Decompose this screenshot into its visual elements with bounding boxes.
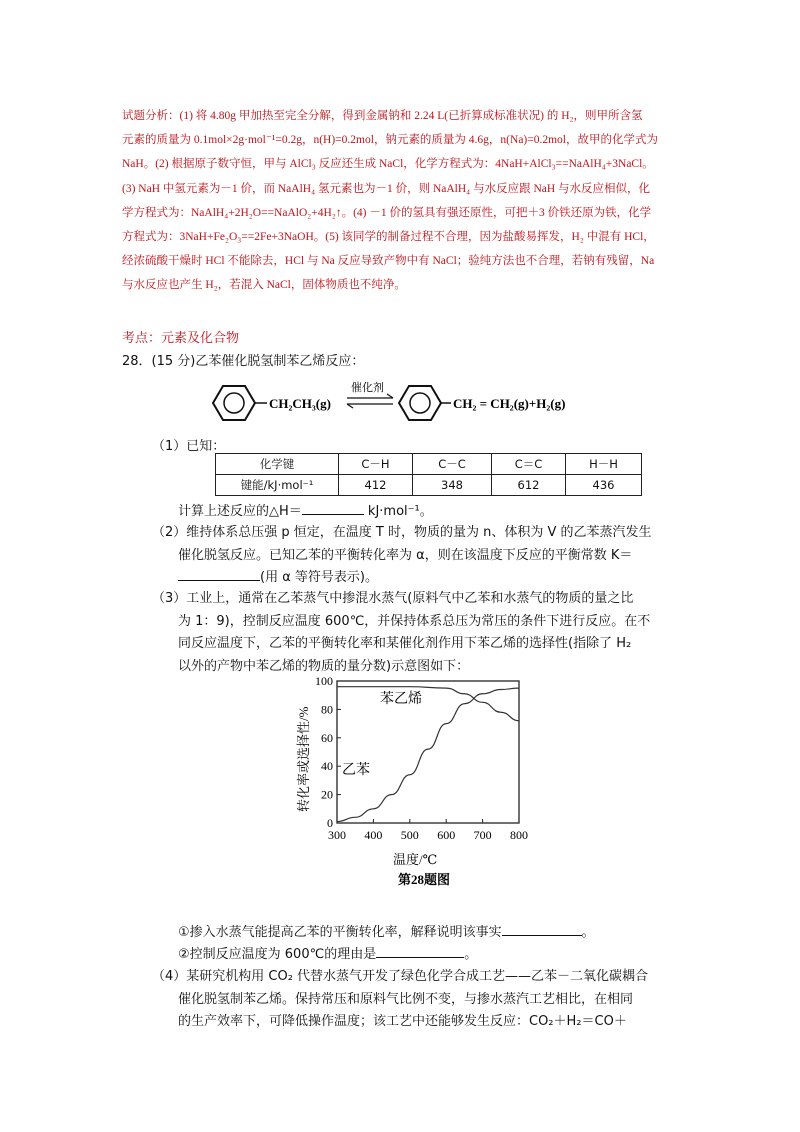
x-tick-label: 400 [364, 828, 383, 842]
bond-energy-table [215, 453, 642, 496]
benzene-ring-icon [213, 386, 267, 420]
part1-calc [178, 500, 433, 519]
subq2-end: 。 [464, 947, 478, 962]
analysis-block [122, 104, 682, 298]
y-tick-label: 60 [321, 730, 333, 745]
table-header-cell: C－H [339, 454, 413, 475]
part3-line: 同反应温度下，乙苯的平衡转化率和某催化剂作用下苯乙烯的选择性(指除了 H₂ [178, 636, 632, 651]
x-axis-label: 温度/℃ [393, 852, 438, 867]
part1-label: （1）已知： [152, 439, 226, 454]
y-tick-label: 0 [327, 816, 333, 830]
answer-blank[interactable] [178, 568, 260, 581]
question-title: 28．(15 分)乙苯催化脱氢制苯乙烯反应： [122, 354, 365, 369]
analysis-line: 方程式为：3NaH+Fe₂O₃==2Fe+3NaOH。(5) 该同学的制备过程不合理，因为盐酸易挥发，H₂ 中混有 HCl， [122, 231, 655, 244]
part3-line: 以外的产物中苯乙烯的物质的量分数)示意图如下： [178, 659, 470, 674]
x-tick-label: 700 [473, 828, 492, 842]
part4-line: 催化脱氢制苯乙烯。保持常压和原料气比例不变，与掺水蒸汽工艺相比，在相同 [178, 992, 634, 1007]
y-tick-label: 80 [321, 702, 333, 717]
subq2-line [178, 943, 477, 962]
answer-blank[interactable] [376, 945, 464, 958]
part4-line: 的生产效率下，可降低操作温度；该工艺中还能够发生反应：CO₂＋H₂＝CO＋ [178, 1014, 627, 1029]
part3-line: 为 1：9)，控制反应温度 600℃，并保持体系总压为常压的条件下进行反应。在不 [178, 614, 651, 629]
catalyst-label: 催化剂 [351, 382, 384, 394]
x-tick-label: 600 [437, 828, 456, 842]
table-row-label: 键能/kJ·mol⁻¹ [216, 475, 339, 496]
benzene-ring-icon [399, 386, 451, 420]
y-tick-label: 20 [321, 787, 333, 802]
product-label: CH₂ = CH₂(g)+H₂(g) [453, 396, 566, 411]
part2-hint: (用 α 等符号表示)。 [260, 570, 378, 585]
series-label-styrene: 苯乙烯 [380, 692, 422, 707]
chart-plot-frame [337, 681, 519, 823]
analysis-line: 经浓硫酸干燥时 HCl 不能除去，HCl 与 Na 反应导致产物中有 NaCl；验纯方法也不合理，若钠有残留，Na [122, 255, 655, 268]
table-cell: 412 [339, 475, 413, 496]
reaction-equation [205, 378, 605, 428]
y-tick-label: 100 [315, 674, 333, 688]
analysis-line: 学方程式为：NaAlH₄+2H₂O==NaAlO₂+4H₂↑。(4) －1 价的氢具有强还原性，可把＋3 价铁还原为铁，化学 [122, 206, 652, 219]
x-tick-label: 300 [328, 828, 346, 842]
chart-series [337, 687, 519, 822]
calc-text: 计算上述反应的△H＝ [178, 504, 302, 519]
analysis-line: 与水反应也产生 H₂，若混入 NaCl，固体物质也不纯净。 [122, 279, 406, 292]
subq1-line [178, 921, 595, 940]
table-header-cell: 化学键 [216, 454, 339, 475]
analysis-line: 元素的质量为 0.1mol×2g·mol⁻¹=0.2g，n(H)=0.2mol，钠元素的质量为 4.6g，n(Na)=0.2mol，故甲的化学式为 [122, 134, 659, 147]
subq1-end: 。 [581, 925, 595, 940]
part2-line: （2）维持体系总压强 p 恒定，在温度 T 时，物质的量为 n、体积为 V 的乙苯蒸汽发生 [152, 525, 652, 540]
part4-line: （4）某研究机构用 CO₂ 代替水蒸气开发了绿色化学合成工艺——乙苯－二氧化碳耦合 [152, 969, 649, 984]
kaodian-label: 考点：元素及化合物 [122, 331, 240, 346]
part2-line: 催化脱氢反应。已知乙苯的平衡转化率为 α，则在该温度下反应的平衡常数 K＝ [178, 548, 633, 563]
calc-unit: kJ·mol⁻¹。 [363, 504, 433, 519]
analysis-line: NaH。(2) 根据原子数守恒，甲与 AlCl₃ 反应还生成 NaCl，化学方程式为：4NaH+AlCl₃==NaAlH₄+3NaCl。 [122, 158, 654, 171]
table-header-cell: H－H [566, 454, 642, 475]
table-header-cell: C－C [413, 454, 492, 475]
x-tick-label: 800 [510, 828, 528, 842]
answer-blank[interactable] [302, 502, 364, 515]
equilibrium-arrow-icon [347, 394, 393, 408]
part3-line: （3）工业上，通常在乙苯蒸气中掺混水蒸气(原料气中乙苯和水蒸气的物质的量之比 [152, 591, 634, 606]
conversion-selectivity-chart [290, 670, 540, 890]
y-tick-label: 40 [321, 759, 333, 774]
subq1-text: ①掺入水蒸气能提高乙苯的平衡转化率，解释说明该事实 [178, 925, 502, 940]
table-cell: 436 [566, 475, 642, 496]
subq2-text: ②控制反应温度为 600℃的理由是 [178, 947, 377, 962]
y-axis-label: 转化率或选择性/% [296, 706, 311, 812]
chart-title: 第28题图 [398, 872, 451, 887]
table-cell: 612 [492, 475, 566, 496]
x-tick-label: 500 [400, 828, 419, 842]
table-cell: 348 [413, 475, 492, 496]
reactant-label: CH₂CH₃(g) [269, 396, 331, 411]
table-header-cell: C＝C [492, 454, 566, 475]
table-row [216, 475, 642, 496]
answer-blank[interactable] [502, 923, 582, 936]
part2-line [178, 566, 378, 585]
table-row [216, 454, 642, 475]
analysis-line: (3) NaH 中氢元素为－1 价，而 NaAlH₄ 氢元素也为－1 价，则 NaAlH₄ 与水反应跟 NaH 与水反应相似，化 [122, 182, 651, 195]
series-label-ethylbenzene: 乙苯 [342, 763, 370, 778]
analysis-line: 试题分析：(1) 将 4.80g 甲加热至完全分解，得到金属钠和 2.24 L(已折算成标准状况) 的 H₂，则甲所含氢 [122, 110, 643, 122]
